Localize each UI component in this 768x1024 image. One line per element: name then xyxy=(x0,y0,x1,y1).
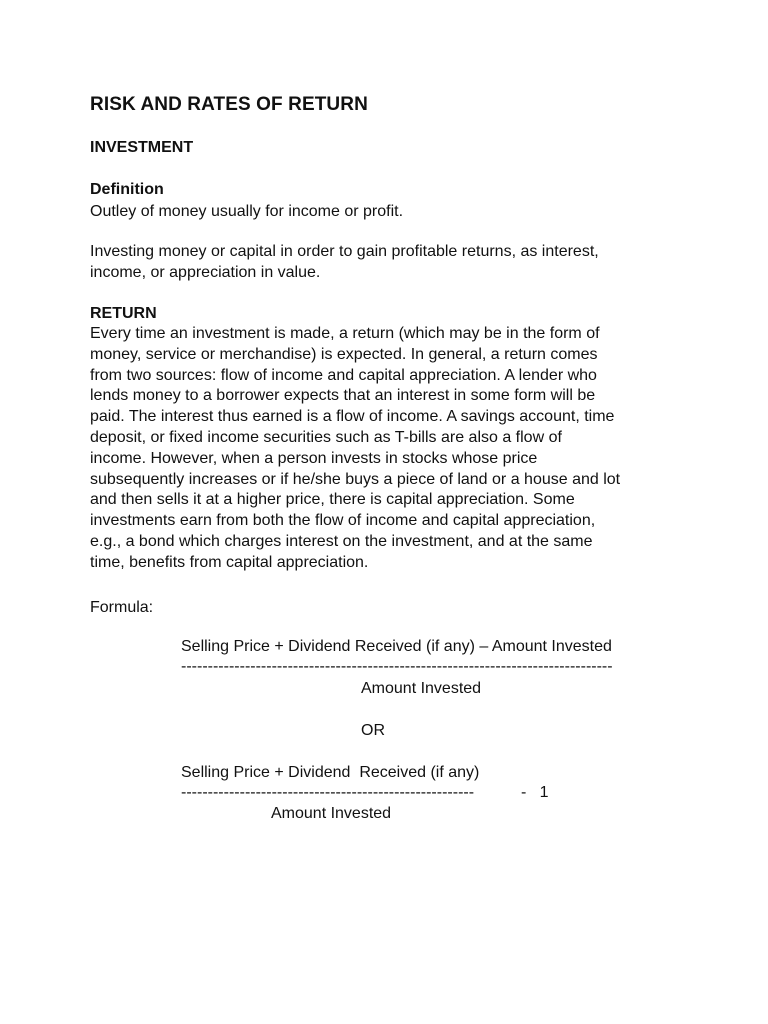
paragraph-line: money, service or merchandise) is expected. In general, a return comes xyxy=(90,345,598,363)
paragraph-line: subsequently increases or if he/she buys a piece of land or a house and lot xyxy=(90,470,621,488)
investment-heading: INVESTMENT xyxy=(90,139,194,156)
document-title: RISK AND RATES OF RETURN xyxy=(90,94,368,115)
paragraph-line: from two sources: flow of income and capital appreciation. A lender who xyxy=(90,366,597,384)
paragraph-line: e.g., a bond which charges interest on the investment, and at the same xyxy=(90,532,593,550)
paragraph-line: and then sells it at a higher price, there is capital appreciation. Some xyxy=(90,491,575,509)
investment-paragraph xyxy=(90,242,690,284)
formula1-divider: --------------------------------------------------------------------------------- xyxy=(181,658,613,675)
paragraph-line: investments earn from both the flow of income and capital appreciation, xyxy=(90,512,596,530)
formula1-denominator: Amount Invested xyxy=(361,680,482,697)
paragraph-line: income, or appreciation in value. xyxy=(90,263,321,281)
formula2-numerator: Selling Price + Dividend Received (if any) xyxy=(181,764,480,781)
paragraph-line: time, benefits from capital appreciation. xyxy=(90,553,369,571)
return-paragraph xyxy=(90,324,690,574)
formula-or: OR xyxy=(361,722,385,739)
formula-label: Formula: xyxy=(90,599,154,616)
formula2-divider: ------------------------------------------------------- xyxy=(181,784,475,801)
formula2-minus-one: - 1 xyxy=(521,784,549,801)
definition-heading: Definition xyxy=(90,181,164,198)
formula2-denominator: Amount Invested xyxy=(271,805,392,822)
definition-text: Outley of money usually for income or profit. xyxy=(90,203,404,220)
paragraph-line: Investing money or capital in order to gain profitable returns, as interest, xyxy=(90,243,599,260)
paragraph-line: lends money to a borrower expects that an interest in some form will be xyxy=(90,387,596,405)
formula1-numerator: Selling Price + Dividend Received (if any) – Amount Invested xyxy=(181,638,612,655)
paragraph-line: paid. The interest thus earned is a flow of income. A savings account, time xyxy=(90,408,615,426)
return-heading: RETURN xyxy=(90,305,157,322)
paragraph-line: income. However, when a person invests in stocks whose price xyxy=(90,449,538,467)
paragraph-line: Every time an investment is made, a return (which may be in the form of xyxy=(90,325,600,342)
paragraph-line: deposit, or fixed income securities such as T-bills are also a flow of xyxy=(90,428,562,446)
